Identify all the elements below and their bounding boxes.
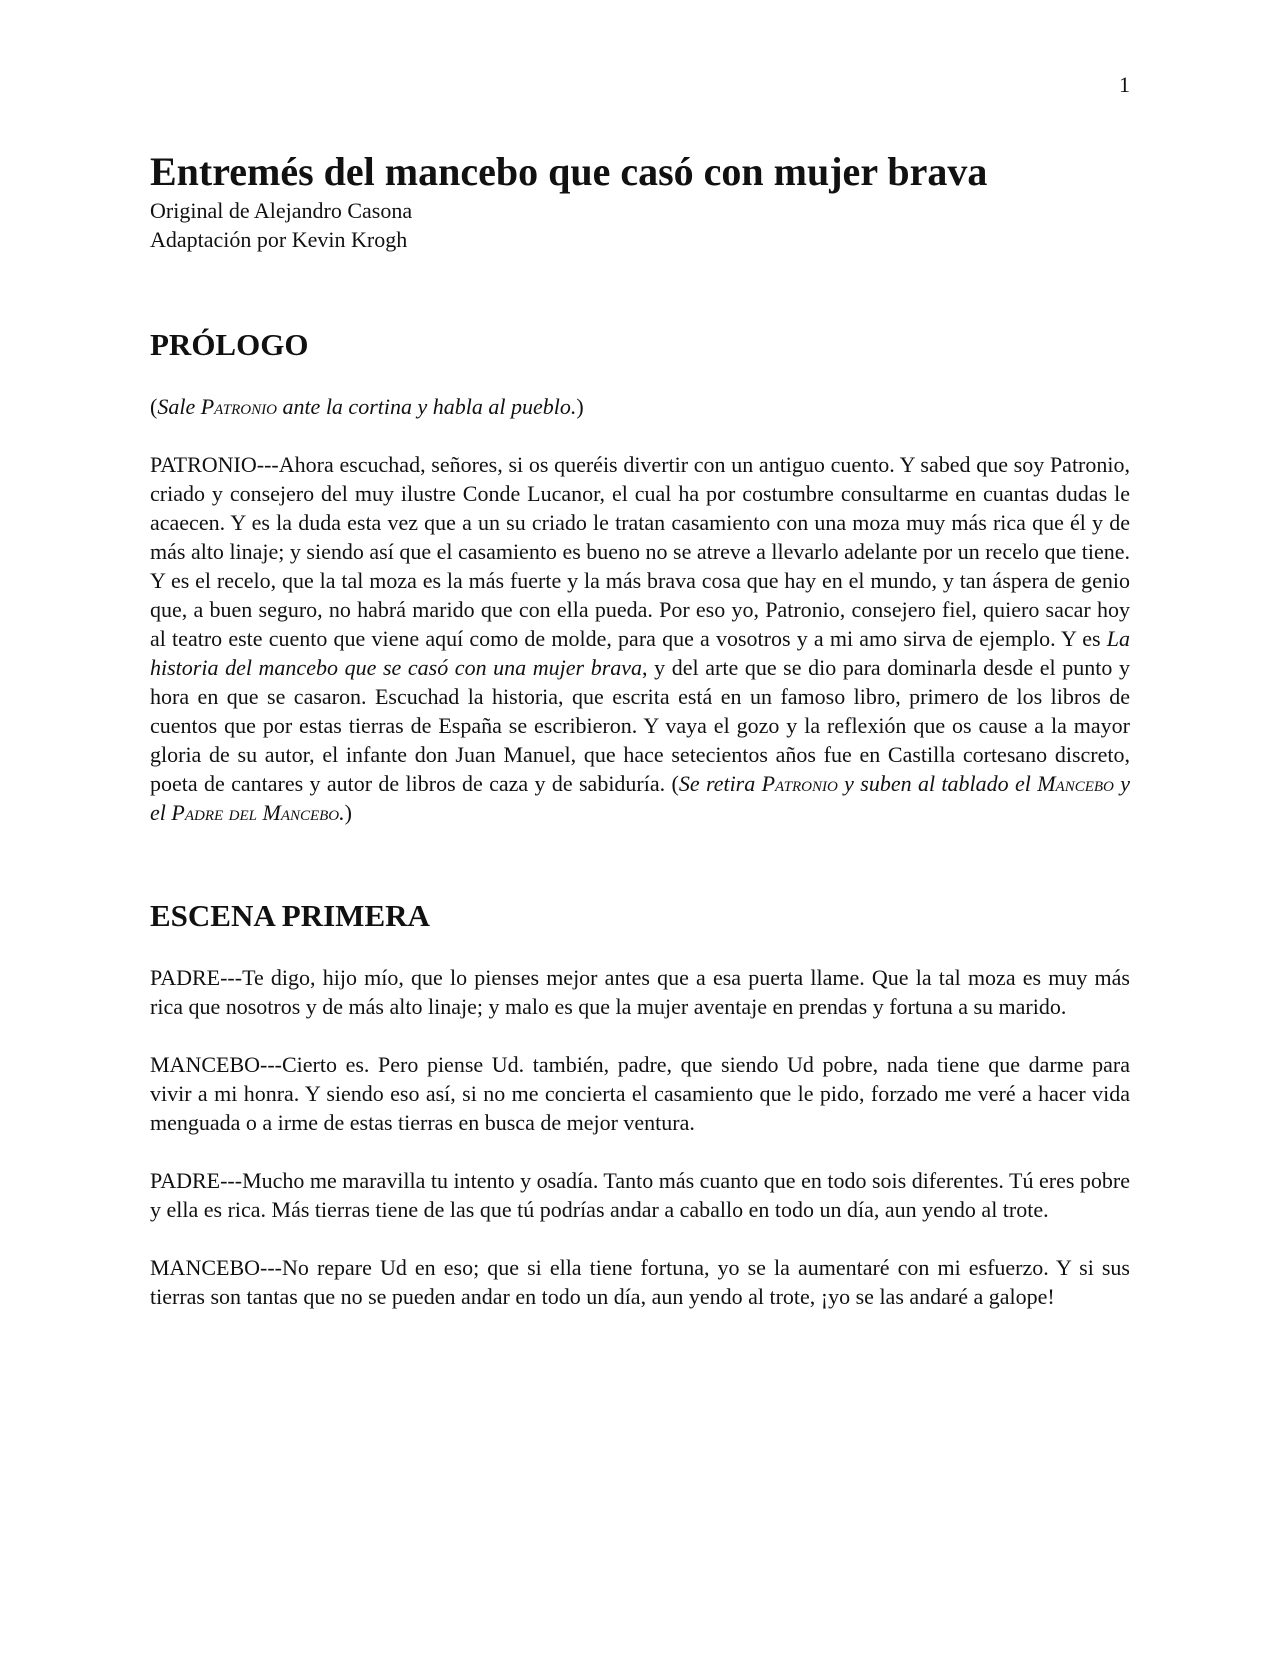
document-title: Entremés del mancebo que casó con mujer brava: [150, 149, 988, 194]
document-body: [150, 148, 1130, 1311]
escena-primera-heading: ESCENA PRIMERA: [150, 898, 430, 933]
prologo-speech: PATRONIO---Ahora escuchad, señores, si os queréis divertir con un antiguo cuento. Y sabed que soy Patronio, criado y consejero del muy ilustre Conde Lucanor, el cual ha por costumbre consultarme en cuantas dudas le acaecen. Y es la duda esta vez que a un su criado le tratan casamiento con una moza muy más rica que él y de más alto linaje; y siendo así que el casamiento es bueno no se atreve a llevarlo adelante por un recelo que tiene. Y es el recelo, que la tal moza es la más fuerte y la más brava cosa que hay en el mundo, y tan áspera de genio que, a buen seguro, no habrá marido que con ella pueda. Por eso yo, Patronio, consejero fiel, quiero sacar hoy al teatro este cuento que viene aquí como de molde, para que a vosotros y a mi amo sirva de ejemplo. Y es La historia del mancebo que se casó con una mujer brava, y del arte que se dio para dominarla desde el punto y hora en que se casaron. Escuchad la historia, que escrita está en un famoso libro, primero de los libros de cuentos que por estas tierras de España se escribieron. Y vaya el gozo y la reflexión que os cause a la mayor gloria de su autor, el infante don Juan Manuel, que hace setecientos años fue en Castilla cortesano discreto, poeta de cantares y autor de libros de caza y de sabiduría. (Se retira Patronio y suben al tablado el Mancebo y el Padre del Mancebo.): [150, 452, 1131, 825]
character-name: Padre del Mancebo: [171, 800, 340, 825]
speaker-name: MANCEBO: [150, 1255, 261, 1280]
speaker-name: PADRE: [150, 1168, 221, 1193]
prologo-heading: PRÓLOGO: [150, 327, 309, 362]
character-name: Patronio: [761, 771, 838, 796]
book-title: La historia del mancebo que se casó con una mujer brava: [150, 626, 1130, 680]
credit-original: Original de Alejandro Casona: [150, 198, 413, 223]
dialogue-line: MANCEBO---Cierto es. Pero piense Ud. también, padre, que siendo Ud pobre, nada tiene que darme para vivir a mi honra. Y siendo eso así, si no me concierta el casamiento que le pido, forzado me veré a hacer vida menguada o a irme de estas tierras en busca de mejor ventura.: [150, 1052, 1130, 1135]
character-name: Mancebo: [1037, 771, 1114, 796]
speaker-name: PADRE: [150, 965, 221, 990]
character-name: Patronio: [200, 394, 277, 419]
page-number: 1: [1119, 72, 1130, 97]
stage-direction-opening: (Sale Patronio ante la cortina y habla al pueblo.): [150, 394, 584, 419]
speaker-name: MANCEBO: [150, 1052, 261, 1077]
dialogue-line: PADRE---Mucho me maravilla tu intento y osadía. Tanto más cuanto que en todo sois diferentes. Tú eres pobre y ella es rica. Más tierras tiene de las que tú podrías andar a caballo en todo un día, aun yendo al trote.: [150, 1168, 1130, 1222]
speaker-name: PATRONIO: [150, 452, 257, 477]
dialogue-line: PADRE---Te digo, hijo mío, que lo pienses mejor antes que a esa puerta llame. Que la tal moza es muy más rica que nosotros y de más alto linaje; y malo es que la mujer aventaje en prendas y fortuna a su marido.: [150, 965, 1130, 1019]
dialogue-line: MANCEBO---No repare Ud en eso; que si ella tiene fortuna, yo se la aumentaré con mi esfuerzo. Y si sus tierras son tantas que no se pueden andar en todo un día, aun yendo al trote, ¡yo se las andaré a galope!: [150, 1255, 1130, 1309]
credit-adaptation: Adaptación por Kevin Krogh: [150, 227, 408, 252]
